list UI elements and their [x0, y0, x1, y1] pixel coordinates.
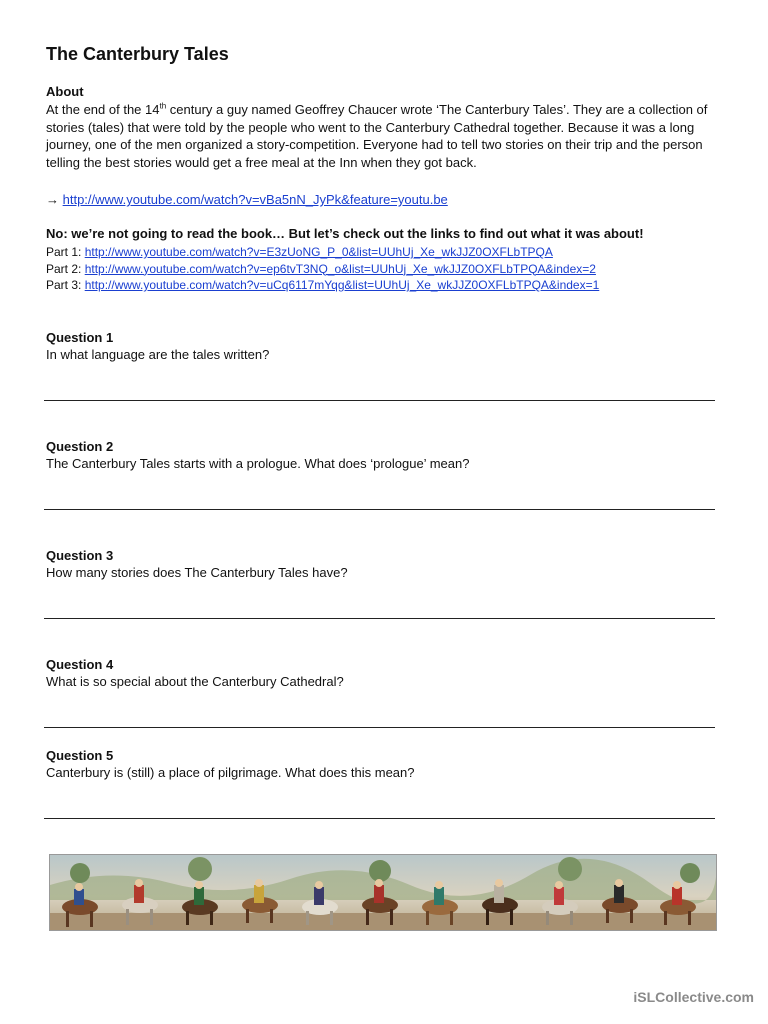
part-label: Part 1:: [46, 245, 85, 259]
about-video-link[interactable]: http://www.youtube.com/watch?v=vBa5nN_JyPk&feature=youtu.be: [62, 192, 448, 207]
arrow-icon: →: [46, 192, 59, 207]
answer-line-3[interactable]: [44, 618, 715, 619]
ordinal-suffix: th: [159, 101, 167, 111]
question-text: What is so special about the Canterbury Cathedral?: [46, 674, 344, 689]
instruction-note: No: we’re not going to read the book… But let’s check out the links to find out what it was about!: [46, 226, 644, 241]
question-text: Canterbury is (still) a place of pilgrimage. What does this mean?: [46, 765, 415, 780]
question-2: [46, 438, 716, 473]
video-parts-list: [46, 244, 599, 294]
part-3-link[interactable]: http://www.youtube.com/watch?v=uCq6117mYqg&list=UUhUj_Xe_wkJJZ0OXFLbTPQA&index=1: [84, 278, 600, 292]
about-heading: About: [46, 84, 84, 99]
about-text-end: century a guy named Geoffrey Chaucer wrote ‘The Canterbury Tales’. They are a collection of stories (tales) that were told by the people who went to the Canterbury Cathedral together. Because it was a long journey, one of the men organized a story-competition. Everyone had to tell two stories on their trip and the person telling the best stories would get a free meal at the Inn when they got back.: [46, 102, 708, 170]
answer-line-4[interactable]: [44, 727, 715, 728]
question-1: [46, 329, 716, 364]
question-text: How many stories does The Canterbury Tales have?: [46, 565, 348, 580]
question-label: Question 1: [46, 330, 114, 345]
part-2-link[interactable]: http://www.youtube.com/watch?v=ep6tvT3NQ_o&list=UUhUj_Xe_wkJJZ0OXFLbTPQA&index=2: [84, 261, 596, 276]
question-label: Question 5: [46, 748, 114, 763]
question-label: Question 2: [46, 439, 114, 454]
question-label: Question 3: [46, 548, 114, 563]
pilgrims-banner-image: [49, 854, 717, 931]
question-text: In what language are the tales written?: [46, 347, 270, 362]
question-5: [46, 747, 716, 782]
answer-line-1[interactable]: [44, 400, 715, 401]
part-1-link[interactable]: http://www.youtube.com/watch?v=E3zUoNG_P_0&list=UUhUj_Xe_wkJJZ0OXFLbTPQA: [84, 245, 553, 259]
question-4: [46, 656, 716, 691]
about-text-start: At the end of the 14: [46, 102, 160, 117]
question-3: [46, 547, 716, 582]
answer-line-5[interactable]: [44, 818, 715, 819]
pilgrims-painting: [50, 855, 716, 930]
question-text: The Canterbury Tales starts with a prologue. What does ‘prologue’ mean?: [46, 456, 470, 471]
about-paragraph: [46, 101, 716, 171]
about-link-line: [46, 191, 448, 208]
part-label: Part 3:: [46, 278, 85, 292]
part-row: [46, 244, 599, 261]
answer-line-2[interactable]: [44, 509, 715, 510]
page-title: The Canterbury Tales: [46, 44, 229, 64]
part-row: [46, 261, 599, 278]
watermark-footer: iSLCollective.com: [633, 989, 754, 1005]
part-row: [46, 277, 599, 294]
part-label: Part 2:: [46, 261, 85, 276]
question-label: Question 4: [46, 657, 114, 672]
